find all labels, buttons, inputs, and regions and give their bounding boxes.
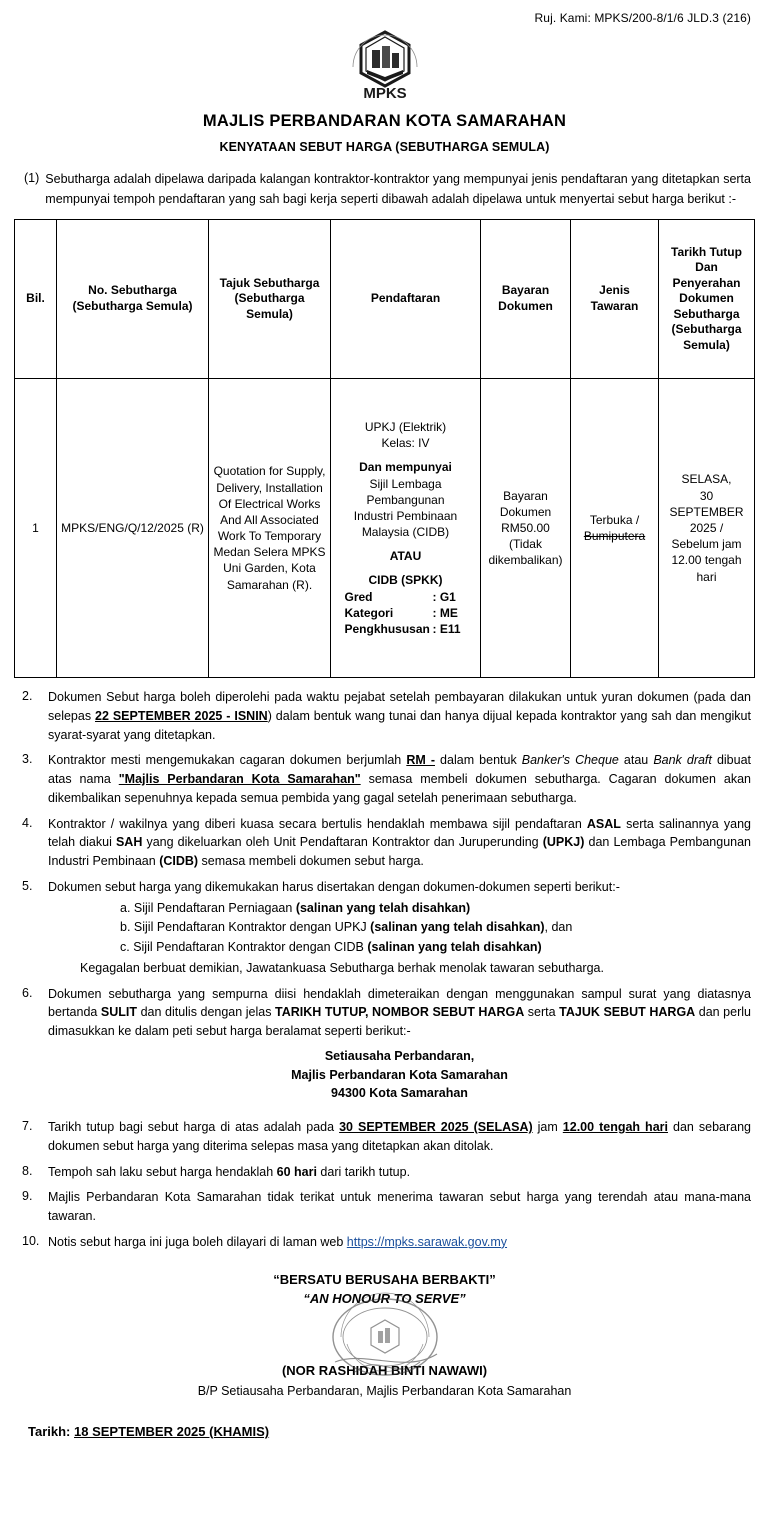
- logo-container: [14, 28, 755, 106]
- clause-7-body: Tarikh tutup bagi sebut harga di atas adalah pada 30 SEPTEMBER 2025 (SELASA) jam 12.00 tengah hari dan sebarang dokumen sebut harga yang diterima selepas masa yang ditetapkan akan ditolak.: [48, 1120, 751, 1153]
- clause-5-sublist: [48, 899, 751, 957]
- clause-9-body: Majlis Perbandaran Kota Samarahan tidak terikat untuk menerima tawaran sebut harga yang terendah atau mana-mana tawaran.: [48, 1190, 751, 1224]
- organisation-title: MAJLIS PERBANDARAN KOTA SAMARAHAN: [202, 112, 567, 131]
- clause-5-item-a: a. Sijil Pendaftaran Perniagaan (salinan yang telah disahkan): [120, 900, 471, 915]
- clause-2-body: Dokumen Sebut harga boleh diperolehi pada waktu pejabat setelah pembayaran dilakukan untuk yuran dokumen (pada dan selepas 22 SEPTEMBER 2025 - ISNIN) dalam bentuk wang tunai dan hanya dijual kepada kontraktor yang sah dan mengikut syarat-syarat yang ditetapkan.: [48, 690, 751, 742]
- clause-2: 2. Dokumen Sebut harga boleh diperolehi pada waktu pejabat setelah pembayaran dilakukan untuk yuran dokumen (pada dan selepas 22 SEPTEMBER 2025 - ISNIN) dalam bentuk wang tunai dan hanya dijual kepada kontraktor yang sah dan mengikut syarat-syarat yang ditetapkan.: [14, 688, 755, 744]
- col-header-no-sebutharga: No. Sebutharga (Sebutharga Semula): [57, 220, 209, 379]
- clause-5-body: Dokumen sebut harga yang dikemukakan harus disertakan dengan dokumen-dokumen seperti berikut:- a. Sijil Pendaftaran Perniagaan (salinan yang telah disahkan) b. Sijil Pendaftaran Kontraktor dengan UPKJ (salinan yang telah disahkan), dan c. Sijil Pendaftaran Kontraktor dengan CIDB (salinan yang telah disahkan) Kegagalan berbuat demikian, Jawatankuasa Sebutharga berhak menolak tawaran sebutharga.: [48, 878, 751, 978]
- clause-4-body: Kontraktor / wakilnya yang diberi kuasa secara bertulis hendaklah membawa sijil pendaftaran ASAL serta salinannya yang telah diakui SAH yang dikeluarkan oleh Unit Pendaftaran Kontraktor dan Juruperunding (UPKJ) dan Lembaga Pembangunan Industri Pembinaan (CIDB) semasa membeli dokumen sebut harga.: [48, 816, 752, 869]
- quotation-table: [14, 219, 755, 678]
- clause-5-item-c: c. Sijil Pendaftaran Kontraktor dengan CIDB (salinan yang telah disahkan): [120, 940, 542, 955]
- clause-8-body: Tempoh sah laku sebut harga hendaklah 60 hari dari tarikh tutup.: [48, 1164, 411, 1179]
- col-header-pendaftaran: Pendaftaran: [331, 220, 481, 379]
- cell-no-sebutharga: MPKS/ENG/Q/12/2025 (R): [57, 379, 209, 678]
- col-header-bil: Bil.: [15, 220, 57, 379]
- intro-number: (1): [24, 171, 40, 186]
- reference-number: Ruj. Kami: MPKS/200-8/1/6 JLD.3 (216): [534, 11, 751, 25]
- cell-pendaftaran: UPKJ (Elektrik) Kelas: IV Dan mempunyai Sijil Lembaga Pembangunan Industri Pembinaan Malaysia (CIDB) ATAU CIDB (SPKK) Gred : G1 Kategori : ME Pengkhususan : E11: [331, 379, 481, 678]
- gred-row: Gred : G1: [344, 589, 456, 604]
- clause-5-note: Kegagalan berbuat demikian, Jawatankuasa Sebutharga berhak menolak tawaran sebutharga.: [80, 960, 604, 975]
- col-header-tarikh-tutup: Tarikh Tutup Dan Penyerahan Dokumen Sebutharga (Sebutharga Semula): [659, 220, 755, 379]
- official-stamp-icon: [325, 1292, 445, 1382]
- document-subtitle: KENYATAAN SEBUT HARGA (SEBUTHARGA SEMULA): [219, 140, 550, 155]
- submission-address: Setiausaha Perbandaran, Majlis Perbandaran Kota Samarahan 94300 Kota Samarahan: [291, 1048, 508, 1101]
- intro-text: Sebutharga adalah dipelawa daripada kalangan kontraktor-kontraktor yang mempunyai jenis pendaftaran yang ditetapkan serta mempunyai tempoh pendaftaran yang sah bagi kerja seperti dibawah adalah dipelawa untuk menyertai sebut harga berikut :-: [45, 172, 751, 206]
- cell-tajuk: Quotation for Supply, Delivery, Installation Of Electrical Works And All Associated Work To Temporary Medan Selera MPKS Uni Garden, Kota Samarahan (R).: [209, 379, 331, 678]
- clause-5: 5. Dokumen sebut harga yang dikemukakan harus disertakan dengan dokumen-dokumen seperti berikut:- a. Sijil Pendaftaran Perniagaan (salinan yang telah disahkan) b. Sijil Pendaftaran Kontraktor dengan UPKJ (salinan yang telah disahkan), dan c. Sijil Pendaftaran Kontraktor dengan CIDB (salinan yang telah disahkan) Kegagalan berbuat demikian, Jawatankuasa Sebutharga berhak menolak tawaran sebutharga.: [14, 878, 755, 978]
- motto-english: “AN HONOUR TO SERVE”: [303, 1291, 466, 1307]
- clause-5-item-b: b. Sijil Pendaftaran Kontraktor dengan UPKJ (salinan yang telah disahkan), dan: [120, 920, 573, 935]
- footer-date-label: Tarikh:: [28, 1423, 71, 1439]
- mpks-logo-icon: [339, 28, 431, 106]
- table-row: [15, 379, 755, 678]
- footer-date: [14, 1423, 755, 1441]
- clause-9: 9. Majlis Perbandaran Kota Samarahan tidak terikat untuk menerima tawaran sebut harga yang terendah atau mana-mana tawaran.: [14, 1188, 755, 1226]
- svg-text:MPKS: MPKS: [362, 85, 407, 103]
- col-header-bayaran: Bayaran Dokumen: [481, 220, 571, 379]
- cell-jenis-tawaran: Terbuka / Bumiputera: [571, 379, 659, 678]
- clause-2-date: 22 SEPTEMBER 2025 - ISNIN: [95, 708, 268, 723]
- clause-10: 10. Notis sebut harga ini juga boleh dilayari di laman web https://mpks.sarawak.gov.my: [14, 1233, 755, 1252]
- cell-tarikh-tutup: SELASA, 30 SEPTEMBER 2025 / Sebelum jam 12.00 tengah hari: [659, 379, 755, 678]
- kategori-row: Kategori : ME: [344, 605, 458, 620]
- table-header-row: [15, 220, 755, 379]
- intro-paragraph: [14, 170, 755, 209]
- clause-3: 3. Kontraktor mesti mengemukakan cagaran dokumen berjumlah RM - dalam bentuk Banker's Cheque atau Bank draft dibuat atas nama "Majlis Perbandaran Kota Samarahan" semasa membeli dokumen sebutharga. Cagaran dokumen akan dikembalikan sepenuhnya kepada semua pembida yang gagal setelah penerimaan sebutharga.: [14, 751, 755, 807]
- pengkhususan-row: Pengkhususan : E11: [344, 622, 461, 637]
- clause-4: 4. Kontraktor / wakilnya yang diberi kuasa secara bertulis hendaklah membawa sijil pendaftaran ASAL serta salinannya yang telah diakui SAH yang dikeluarkan oleh Unit Pendaftaran Kontraktor dan Juruperunding (UPKJ) dan Lembaga Pembangunan Industri Pembinaan (CIDB) semasa membeli dokumen sebut harga.: [14, 815, 755, 871]
- signatory-role: B/P Setiausaha Perbandaran, Majlis Perbandaran Kota Samarahan: [197, 1384, 572, 1399]
- motto-malay: “BERSATU BERUSAHA BERBAKTI”: [273, 1271, 496, 1287]
- clause-6: 6. Dokumen sebutharga yang sempurna diisi hendaklah dimeteraikan dengan menggunakan sampul surat yang diatasnya bertanda SULIT dan ditulis dengan jelas TARIKH TUTUP, NOMBOR SEBUT HARGA serta TAJUK SEBUT HARGA dan perlu dimasukkan ke dalam peti sebut harga beralamat seperti berikut:- Setiausaha Perbandaran, Majlis Perbandaran Kota Samarahan 94300 Kota Samarahan: [14, 985, 755, 1112]
- bumiputera-struck: Bumiputera: [583, 529, 646, 544]
- clause-list: [14, 688, 755, 1252]
- col-header-tajuk: Tajuk Sebutharga (Sebutharga Semula): [209, 220, 331, 379]
- cell-bil: 1: [15, 379, 57, 678]
- clause-7: 7. Tarikh tutup bagi sebut harga di atas adalah pada 30 SEPTEMBER 2025 (SELASA) jam 12.00 tengah hari dan sebarang dokumen sebut harga yang diterima selepas masa yang ditetapkan akan ditolak.: [14, 1118, 755, 1156]
- clause-6-body: Dokumen sebutharga yang sempurna diisi hendaklah dimeteraikan dengan menggunakan sampul surat yang diatasnya bertanda SULIT dan ditulis dengan jelas TARIKH TUTUP, NOMBOR SEBUT HARGA serta TAJUK SEBUT HARGA dan perlu dimasukkan ke dalam peti sebut harga beralamat seperti berikut:- Setiausaha Perbandaran, Majlis Perbandaran Kota Samarahan 94300 Kota Samarahan: [48, 985, 751, 1112]
- signatory-name: (NOR RASHIDAH BINTI NAWAWI): [281, 1362, 488, 1378]
- clause-8: 8. Tempoh sah laku sebut harga hendaklah 60 hari dari tarikh tutup.: [14, 1163, 755, 1182]
- clause-3-body: Kontraktor mesti mengemukakan cagaran dokumen berjumlah RM - dalam bentuk Banker's Cheque atau Bank draft dibuat atas nama "Majlis Perbandaran Kota Samarahan" semasa membeli dokumen sebutharga. Cagaran dokumen akan dikembalikan sepenuhnya kepada semua pembida yang gagal setelah penerimaan sebutharga.: [48, 753, 752, 805]
- col-header-jenis: Jenis Tawaran: [571, 220, 659, 379]
- website-link[interactable]: https://mpks.sarawak.gov.my: [346, 1234, 508, 1249]
- clause-10-body: Notis sebut harga ini juga boleh dilayari di laman web https://mpks.sarawak.gov.my: [48, 1234, 508, 1249]
- cell-bayaran-dokumen: Bayaran Dokumen RM50.00 (Tidak dikembalikan): [481, 379, 571, 678]
- footer-date-value: 18 SEPTEMBER 2025 (KHAMIS): [74, 1423, 270, 1439]
- closing-block: [14, 1270, 755, 1401]
